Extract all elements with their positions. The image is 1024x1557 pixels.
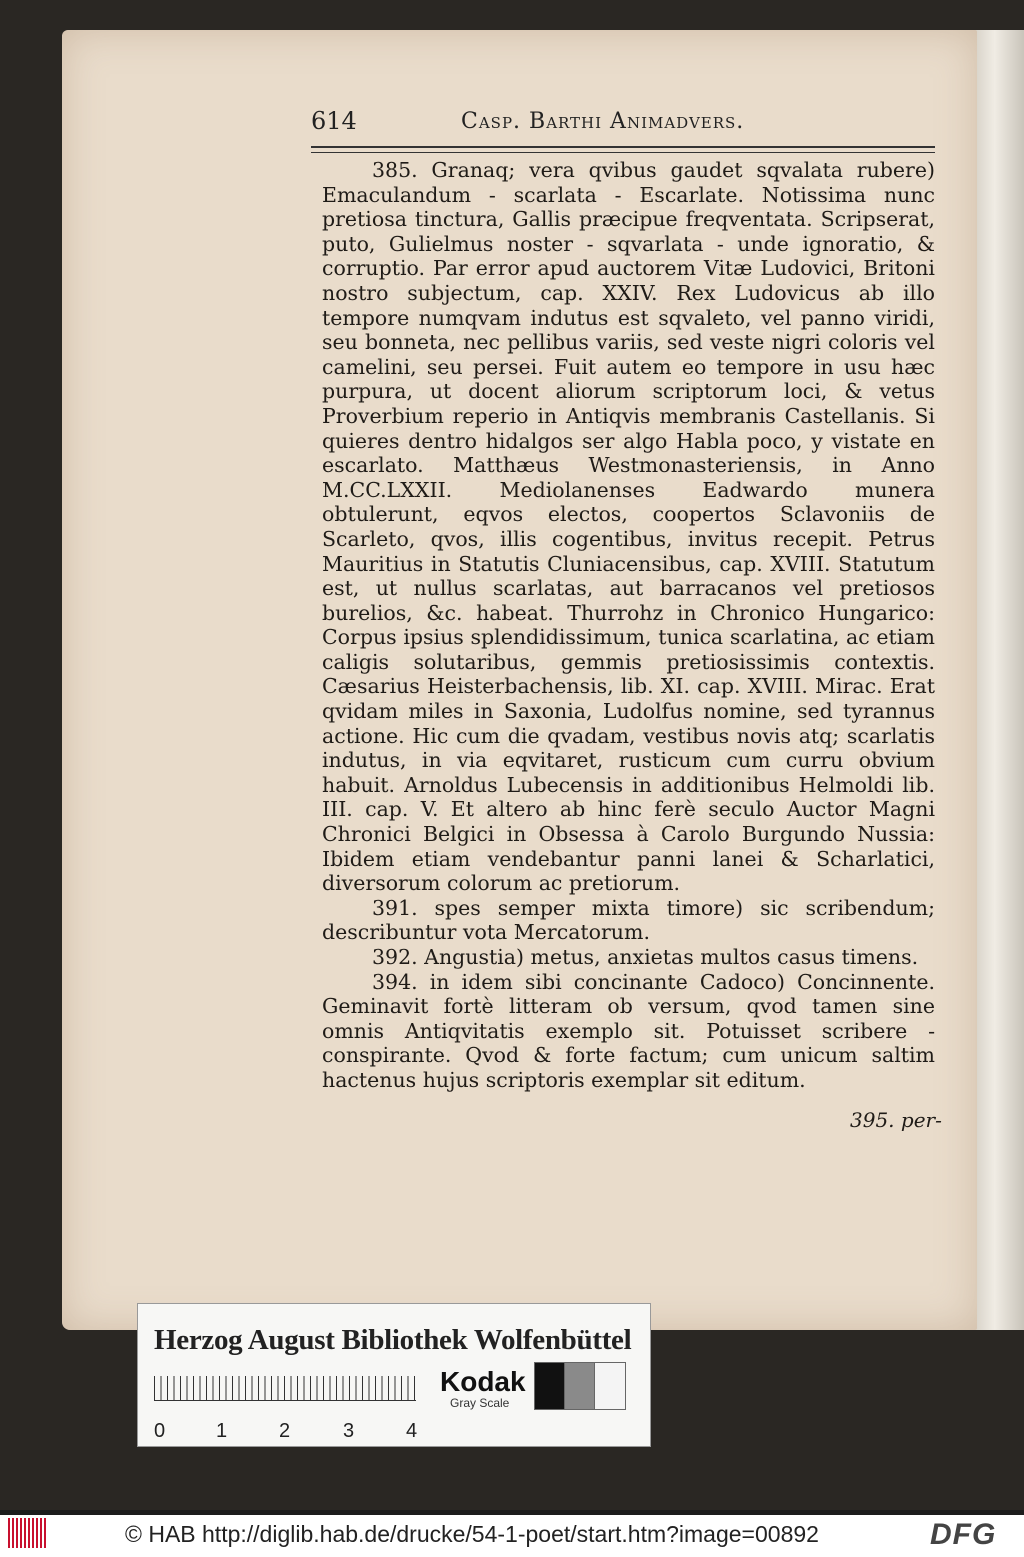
- paragraph-392: 392. Angustia) metus, anxietas multos casus timens.: [372, 945, 919, 969]
- swatch-gray: [564, 1362, 596, 1410]
- next-page-edge: [975, 30, 1024, 1330]
- copyright-link[interactable]: © HAB http://diglib.hab.de/drucke/54-1-poet/start.htm?image=00892: [125, 1521, 819, 1547]
- paragraph-394: 394. in idem sibi concinante Cadoco) Concinnente. Geminavit fortè litteram ob versum, qvod tamen sine omnis Antiqvitatis exemplo sit. Potuisset scribere - conspirante. Qvod & forte factum; cum unicum saltim hactenus hujus scriptoris exemplar sit editum.: [322, 969, 935, 1092]
- ruler-number: 3: [343, 1420, 355, 1442]
- gray-scale-label: Gray Scale: [450, 1396, 510, 1410]
- scale-ruler: [154, 1376, 418, 1442]
- color-card: [137, 1303, 651, 1447]
- swatch-white: [594, 1362, 626, 1410]
- running-title: Casp. Barthi Animadvers.: [461, 109, 745, 134]
- ruler-ticks: [154, 1376, 416, 1401]
- paragraph-385: 385. Granaq; vera qvibus gaudet sqvalata rubere) Emaculandum - scarlata - Escarlate. Notissima nunc pretiosa tinctura, Gallis præcipue freqventata. Scripserat, puto, Gulielmus noster - sqvarlata - unde ignoratio, & corruptio. Par error apud auctorem Vitæ Ludovici, Britoni nostro subjectum, cap. XXIV. Rex Ludovicus ab illo tempore numqvam indutus est sqvaleto, vel panno viridi, seu bonneta, nec pellibus variis, sed veste nigri coloris vel camelini, seu persei. Fuit autem eo tempore in usu hæc purpura, ut docent aliorum scriptorum loci, & vetus Proverbium reperio in Antiqvis membranis Castellanis. Si quieres dentro hidalgos ser algo Habla poco, y vistate en escarlato. Matthæus Westmonasteriensis, in Anno M.CC.LXXII. Mediolanenses Eadwardo munera obtulerunt, eqvos electos, coopertos Sclavoniis de Scarleto, qvos, illis cogentibus, invitus recepit. Petrus Mauritius in Statutis Cluniacensibus, cap. XVIII. Statutum est, ut nullus scarlatas, aut barracanos vel pretiosos burelios, &c. habeat. Thurrohz in Chronico Hungarico: Corpus ipsius splendidissimum, tunica scarlatina, ac etiam caligis solutaribus, gemmis pretiosissimis contextis. Cæsarius Heisterbachensis, lib. XI. cap. XVIII. Mirac. Erat qvidam miles in Saxonia, Ludolfus nomine, sed tyrannus actione. Hic cum die qvadam, vestibus novis atq; scarlatis indutus, in via eqvitaret, rusticum cum curru obvium habuit. Arnoldus Lubecensis in additionibus Helmoldi lib. III. cap. V. Et altero ab hinc ferè seculo Auctor Magni Chronici Belgici in Obsessa à Carolo Burgundo Nussia: Ibidem etiam vendebantur panni lanei & Scharlatici, diversorum colorum ac pretiorum.: [322, 158, 935, 896]
- page-text: [322, 158, 935, 1093]
- ruler-number: 4: [406, 1420, 418, 1442]
- page-number: 614: [311, 107, 357, 135]
- header-rule: [311, 146, 935, 153]
- catchword: 395. per-: [850, 1108, 942, 1132]
- paragraph-391: 391. spes semper mixta timore) sic scribendum; describuntur vota Mercatorum.: [322, 895, 935, 945]
- kodak-logo: Kodak: [440, 1366, 526, 1397]
- dfg-logo: DFG: [930, 1518, 997, 1551]
- swatch-black: [534, 1362, 566, 1410]
- page-header: [311, 107, 935, 141]
- ruler-number: 1: [216, 1420, 228, 1442]
- library-name: Herzog August Bibliothek Wolfenbüttel: [154, 1324, 632, 1356]
- hab-barcode-icon: [8, 1518, 48, 1548]
- ruler-number: 2: [279, 1420, 291, 1442]
- ruler-number: 0: [154, 1420, 166, 1442]
